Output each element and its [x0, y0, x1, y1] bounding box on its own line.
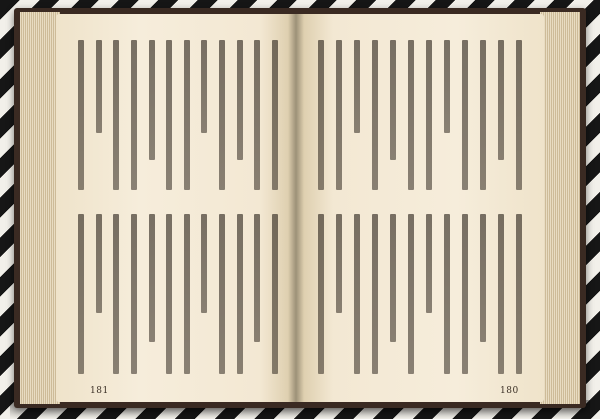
text-column	[201, 214, 207, 313]
text-column	[390, 214, 396, 342]
text-column	[166, 40, 172, 190]
text-column	[166, 214, 172, 374]
text-column	[318, 40, 324, 190]
text-column	[462, 214, 468, 374]
text-column	[372, 40, 378, 190]
text-column	[336, 214, 342, 313]
text-column	[184, 214, 190, 374]
text-column	[354, 40, 360, 133]
text-column	[408, 214, 414, 374]
text-column	[184, 40, 190, 190]
text-column	[237, 40, 243, 160]
text-column	[426, 40, 432, 190]
text-column	[149, 214, 155, 342]
text-column	[426, 214, 432, 313]
right-page-number: 180	[500, 386, 519, 396]
text-column	[498, 40, 504, 160]
page-edges-left	[20, 12, 60, 404]
text-column	[444, 40, 450, 133]
left-page-text-top	[78, 40, 278, 190]
text-column	[149, 40, 155, 160]
text-column	[480, 214, 486, 342]
left-page	[56, 14, 296, 402]
text-column	[78, 214, 84, 374]
text-column	[272, 40, 278, 190]
text-column	[96, 214, 102, 313]
text-column	[96, 40, 102, 133]
right-page	[296, 14, 544, 402]
book-gutter	[288, 14, 304, 402]
text-column	[272, 214, 278, 374]
text-column	[390, 40, 396, 160]
left-page-text-bottom	[78, 214, 278, 374]
text-column	[336, 40, 342, 190]
text-column	[113, 214, 119, 374]
text-column	[372, 214, 378, 374]
text-column	[516, 40, 522, 190]
right-page-text-top	[318, 40, 522, 190]
page-edges-right	[540, 12, 580, 404]
text-column	[113, 40, 119, 190]
text-column	[318, 214, 324, 374]
text-column	[354, 214, 360, 374]
text-column	[219, 214, 225, 374]
text-column	[131, 214, 137, 374]
left-page-number: 181	[90, 386, 109, 396]
text-column	[444, 214, 450, 374]
text-column	[131, 40, 137, 190]
text-column	[462, 40, 468, 190]
text-column	[480, 40, 486, 190]
text-column	[516, 214, 522, 374]
right-page-text-bottom	[318, 214, 522, 374]
text-column	[254, 40, 260, 190]
text-column	[254, 214, 260, 342]
text-column	[498, 214, 504, 374]
text-column	[201, 40, 207, 133]
text-column	[408, 40, 414, 190]
text-column	[219, 40, 225, 190]
text-column	[78, 40, 84, 190]
text-column	[237, 214, 243, 374]
